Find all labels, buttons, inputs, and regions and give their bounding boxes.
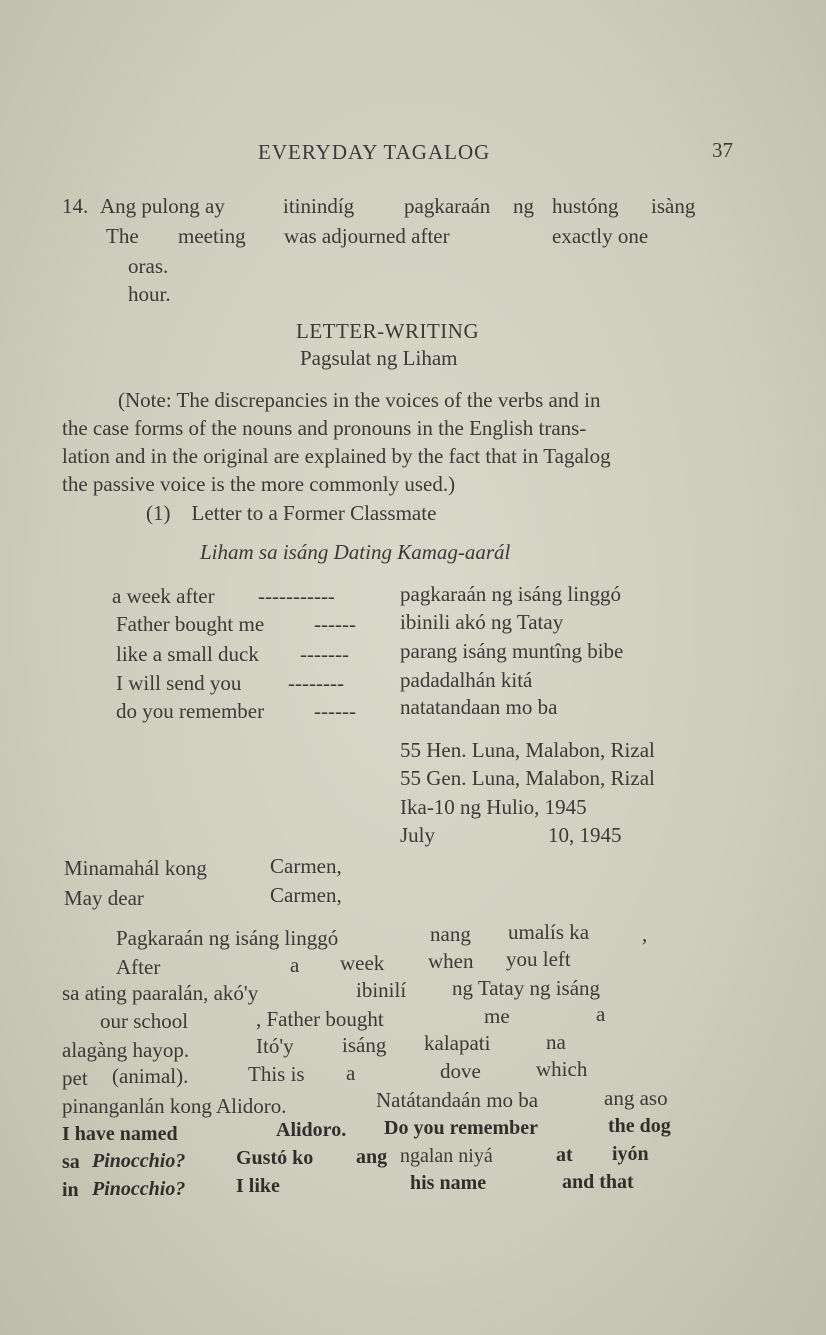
body-english: Pinocchio? [92,1178,186,1200]
body-english: which [536,1057,588,1081]
body-tagalog: ang [356,1146,388,1168]
body-english: a [346,1061,356,1085]
body-tagalog: Pagkaraán ng isáng linggó [116,926,339,950]
salutation-name: Carmen, [270,883,342,907]
vocab-english: Father bought me [116,612,265,636]
note-line: lation and in the original are explained by the fact that in Tagalog [62,444,611,468]
body-tagalog: iyón [612,1143,649,1165]
tagalog-word: hustóng [552,194,619,218]
leader-dots: -------- [288,671,344,695]
section-subtitle: Pagsulat ng Liham [300,346,458,370]
body-english: when [428,949,474,973]
body-tagalog: sa ating paaralán, akó'y [62,981,259,1005]
body-english: our school [100,1009,189,1033]
body-tagalog: ang aso [604,1086,668,1110]
letter-heading: (1) Letter to a Former Classmate [146,501,437,525]
tagalog-word: pagkaraán [404,194,491,218]
body-english: (animal). [112,1064,189,1088]
leader-dots: ----------- [258,584,335,608]
note-line: (Note: The discrepancies in the voices of the verbs and in [118,388,601,412]
body-tagalog: , [642,922,648,946]
body-english: I like [236,1175,280,1197]
vocab-english: I will send you [116,671,242,695]
running-header: EVERYDAY TAGALOG [258,140,491,164]
body-tagalog: ngalan niyá [400,1145,493,1167]
date-line: Ika-10 ng Hulio, 1945 [400,795,587,819]
vocab-tagalog: natatandaan mo ba [400,695,558,719]
body-english: his name [410,1172,487,1194]
vocab-tagalog: pagkaraán ng isáng linggó [400,582,622,606]
note-line: the case forms of the nouns and pronouns in the English trans- [62,416,587,440]
vocab-tagalog: padadalhán kitá [400,668,533,692]
vocab-english: like a small duck [116,642,259,666]
body-tagalog: sa [62,1151,80,1173]
date-month: July [400,823,436,847]
section-title: LETTER-WRITING [296,319,480,343]
vocab-tagalog: parang isáng muntîng bibe [400,639,624,663]
body-english: This is [248,1062,305,1086]
salutation-english: May dear [64,886,144,910]
body-tagalog: ibinilí [356,978,407,1002]
body-tagalog: nang [430,922,471,946]
body-tagalog: pinanganlán kong Alidoro. [62,1094,287,1118]
body-tagalog: Gustó ko [236,1147,314,1169]
body-english: dove [440,1059,481,1083]
body-english: and that [562,1171,634,1193]
body-tagalog: isáng [342,1033,387,1057]
body-english: I have named [62,1123,178,1145]
tagalog-word: itinindíg [283,194,355,218]
tagalog-word: Ang pulong ay [100,194,225,218]
note-line: the passive voice is the more commonly used.) [62,472,456,496]
item-number: 14. [62,194,89,218]
body-english: After [116,955,161,979]
body-tagalog: umalís ka [508,920,590,944]
body-english: a [596,1002,606,1026]
english-word: meeting [178,224,246,248]
body-english: Do you remember [384,1117,539,1139]
address-line: 55 Hen. Luna, Malabon, Rizal [400,738,655,762]
body-tagalog: na [546,1030,566,1054]
body-tagalog: alagàng hayop. [62,1038,190,1062]
vocab-english: a week after [112,584,215,608]
leader-dots: ------ [314,699,356,723]
tagalog-word: isàng [651,194,696,218]
date-day-year: 10, 1945 [548,823,622,847]
body-english: week [340,951,385,975]
vocab-english: do you remember [116,699,265,723]
english-word: hour. [128,282,171,306]
leader-dots: ------- [300,642,349,666]
body-tagalog: Natátandaán mo ba [376,1088,539,1112]
body-english: Alidoro. [276,1119,347,1141]
body-english: the dog [608,1115,671,1137]
body-tagalog: kalapati [424,1031,491,1055]
body-tagalog: at [556,1144,573,1166]
body-english: pet [62,1066,88,1090]
salutation-name: Carmen, [270,854,342,878]
tagalog-word: ng [513,194,534,218]
body-tagalog: Pinocchio? [92,1150,186,1172]
body-english: in [62,1179,79,1201]
english-word: exactly one [552,224,649,248]
english-word: The [106,224,139,248]
english-word: was adjourned after [284,224,450,248]
vocab-tagalog: ibinili akó ng Tatay [400,610,564,634]
body-tagalog: Itó'y [256,1034,294,1058]
address-line: 55 Gen. Luna, Malabon, Rizal [400,766,655,790]
body-english: you left [506,947,571,971]
body-english: , Father bought [256,1007,384,1031]
tagalog-word: oras. [128,254,169,278]
letter-heading-tagalog: Liham sa isáng Dating Kamag-aarál [200,540,511,564]
body-english: a [290,953,300,977]
salutation-tagalog: Minamahál kong [64,856,207,880]
body-english: me [484,1004,510,1028]
leader-dots: ------ [314,612,356,636]
page-number: 37 [712,138,733,162]
body-tagalog: ng Tatay ng isáng [452,976,601,1000]
